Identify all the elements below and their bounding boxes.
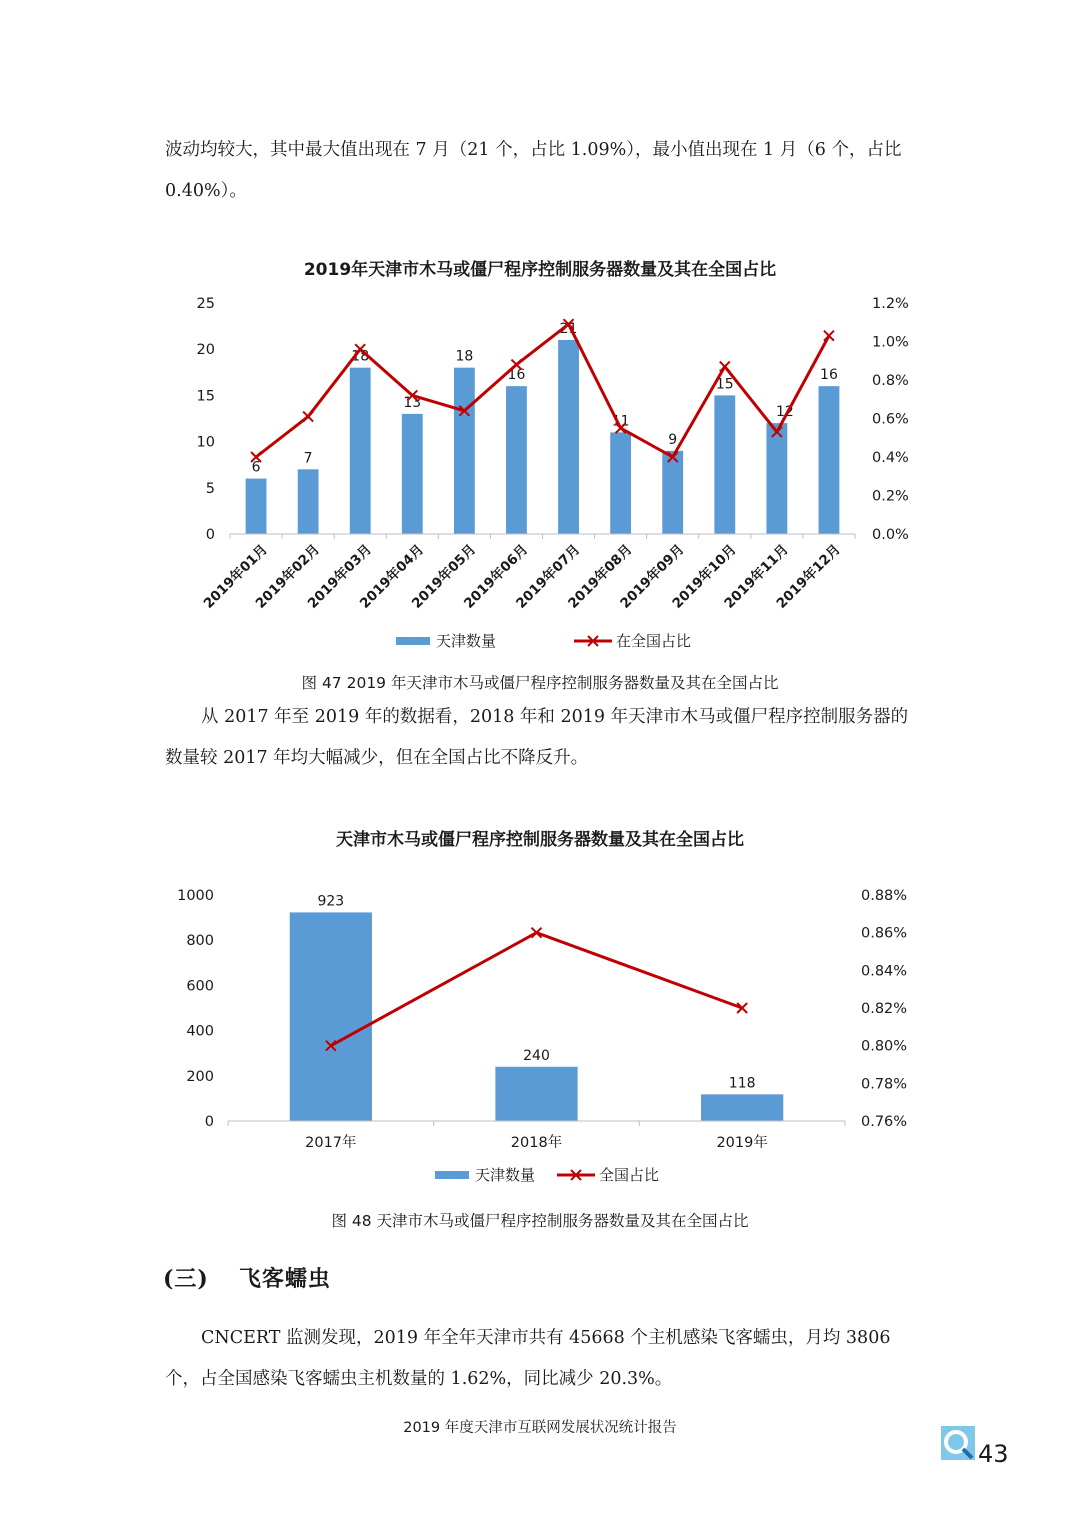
bar-data-label: 6 [251,459,261,476]
bar-data-label: 18 [455,348,474,365]
x-axis-tick-label: 2019年07月 [513,541,584,612]
page-number: 43 [978,1440,1009,1468]
line-marker [824,331,834,341]
bar [714,395,735,534]
x-axis-tick-label: 2019年 [716,1135,768,1151]
x-axis-tick-label: 2019年03月 [304,541,376,612]
right-axis-tick-label: 0.76% [861,1114,908,1130]
left-axis-tick-label: 15 [196,388,215,405]
x-axis-tick-label: 2019年08月 [565,541,636,612]
bar [701,1094,783,1121]
chart1-title: 2019年天津市木马或僵尸程序控制服务器数量及其在全国占比 [303,260,777,280]
right-axis-tick-label: 0.88% [861,888,908,904]
x-axis-tick-label: 2019年12月 [773,541,844,612]
section-title: 飞客蠕虫 [238,1266,331,1292]
right-axis-tick-label: 0.80% [861,1038,908,1055]
left-axis-tick-label: 400 [186,1023,214,1040]
bar-data-label: 9 [668,431,678,448]
right-axis-tick-label: 0.8% [872,373,909,389]
bar [246,479,267,534]
legend-label: 天津数量 [436,632,497,650]
x-axis-tick-label: 2019年09月 [617,541,688,612]
section-heading [163,1262,331,1293]
right-axis-tick-label: 0.6% [872,411,909,428]
left-axis-tick-label: 1000 [177,888,214,904]
bar-data-label: 7 [303,450,313,467]
x-axis-tick-label: 2019年04月 [356,541,428,612]
right-axis-tick-label: 0.86% [861,925,908,942]
legend-label: 全国占比 [599,1166,660,1184]
line-marker [720,362,730,372]
left-axis-tick-label: 800 [186,933,214,950]
left-axis-tick-label: 600 [186,978,214,995]
left-axis-tick-label: 5 [205,480,215,497]
bar [610,432,631,534]
bar-data-label: 923 [317,893,345,910]
bar-data-label: 12 [775,404,794,421]
x-axis-tick-label: 2019年01月 [200,541,271,612]
x-axis-tick-label: 2019年02月 [252,541,323,612]
paragraph-2: 从 2017 年至 2019 年的数据看，2018 年和 2019 年天津市木马或僵尸程序控制服务器的数量较 2017 年均大幅减少，但在全国占比不降反升。 [165,707,909,768]
left-axis-tick-label: 20 [196,342,215,359]
section-number: (三) [163,1266,209,1292]
bar-data-label: 18 [351,348,370,365]
bar-data-label: 15 [715,376,734,393]
left-axis-tick-label: 0 [204,1114,214,1130]
right-axis-tick-label: 0.2% [872,488,909,505]
chart2-svg [0,870,1080,1200]
bar [495,1067,577,1121]
bar-data-label: 11 [611,413,630,430]
chart2-caption: 图 48 天津市木马或僵尸程序控制服务器数量及其在全国占比 [331,1212,749,1230]
right-axis-tick-label: 1.2% [872,296,909,312]
x-axis-tick-label: 2019年11月 [721,541,792,612]
bar-data-label: 16 [820,367,838,384]
paragraph-3: CNCERT 监测发现，2019 年全年天津市共有 45668 个主机感染飞客蠕虫，月均 3806 个，占全国感染飞客蠕虫主机数量的 1.62%，同比减少 20.3%。 [165,1328,891,1389]
x-axis-tick-label: 2019年05月 [408,541,480,612]
x-axis-tick-label: 2017年 [305,1135,357,1151]
x-axis-tick-label: 2019年06月 [461,541,532,612]
bar-data-label: 21 [559,320,578,337]
bar [350,368,371,534]
bar [662,451,683,534]
x-axis-tick-label: 2019年10月 [669,541,740,612]
right-axis-tick-label: 1.0% [872,334,909,351]
left-axis-tick-label: 25 [196,296,215,312]
bar [402,414,423,534]
left-axis-tick-label: 10 [196,434,215,451]
right-axis-tick-label: 0.84% [861,963,908,980]
series-line [256,324,829,457]
bar [766,423,787,534]
bar [298,469,319,534]
chart2-title: 天津市木马或僵尸程序控制服务器数量及其在全国占比 [336,830,744,850]
legend-swatch-bar [435,1171,469,1179]
legend-swatch-bar [396,637,430,645]
bar [506,386,527,534]
bar [558,340,579,534]
bar-data-label: 16 [507,367,526,384]
bar-data-label: 240 [523,1047,550,1064]
report-logo-icon [941,1426,975,1460]
bar-data-label: 118 [728,1075,756,1092]
bar-data-label: 13 [403,394,422,411]
footer-title: 2019 年度天津市互联网发展状况统计报告 [403,1420,677,1436]
bar [454,368,475,534]
paragraph-1: 波动均较大，其中最大值出现在 7 月（21 个，占比 1.09%），最小值出现在 1 月（6 个，占比 0.40%）。 [165,140,902,201]
right-axis-tick-label: 0.4% [872,450,909,466]
series-line [331,933,742,1046]
x-axis-tick-label: 2018年 [510,1135,563,1151]
right-axis-tick-label: 0.78% [861,1076,908,1093]
bar [819,386,840,534]
legend-label: 在全国占比 [616,632,692,650]
bar [290,912,372,1121]
left-axis-tick-label: 0 [205,527,215,543]
chart1-caption: 图 47 2019 年天津市木马或僵尸程序控制服务器数量及其在全国占比 [301,674,779,692]
right-axis-tick-label: 0.0% [872,527,909,543]
line-marker [303,412,313,422]
left-axis-tick-label: 200 [186,1068,214,1085]
right-axis-tick-label: 0.82% [861,1001,908,1017]
legend-label: 天津数量 [475,1166,536,1184]
chart1-svg [0,285,1080,670]
